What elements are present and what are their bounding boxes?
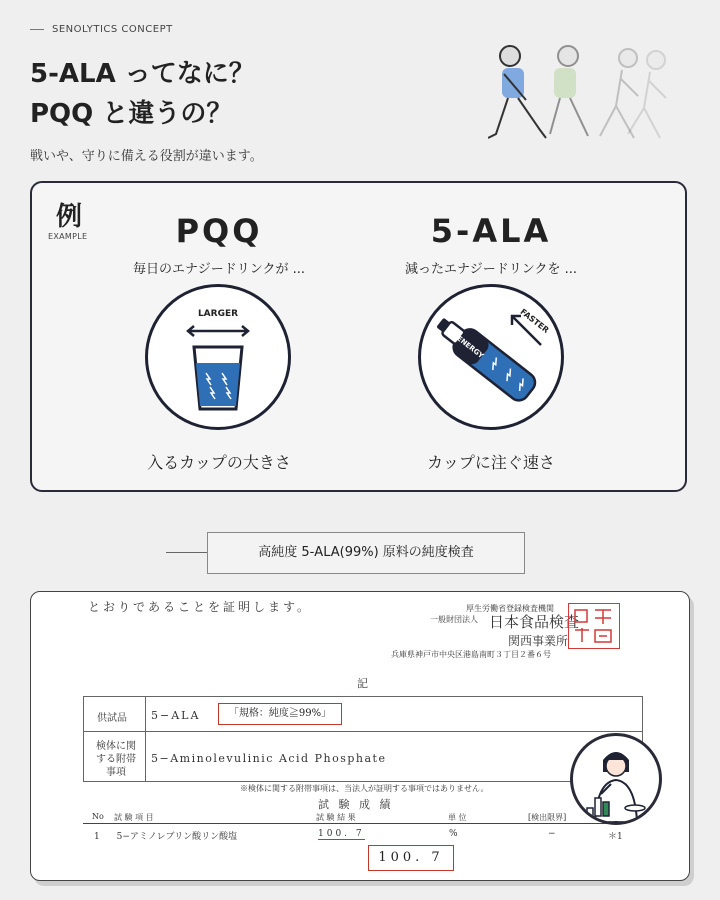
cert-note: ※検体に関する附帯事項は、当法人が証明する事項ではありません。 bbox=[240, 784, 489, 793]
col-result: 試 験 結 果 bbox=[316, 813, 356, 822]
example-label: EXAMPLE bbox=[48, 232, 88, 241]
faster-text: FASTER bbox=[518, 307, 551, 335]
seal-icon bbox=[569, 604, 618, 647]
results-divider bbox=[83, 823, 623, 824]
sample-label: 供試品 bbox=[97, 713, 127, 724]
cert-org-line1: 厚生労働省登録検査機関 bbox=[466, 604, 554, 613]
attach-value: 5−Aminolevulinic Acid Phosphate bbox=[151, 752, 387, 765]
cert-ki: 記 bbox=[357, 677, 368, 690]
ala-title: 5-ALA bbox=[430, 212, 552, 250]
sample-value: 5−ALA bbox=[151, 709, 201, 722]
row-item-name: 5−アミノレブリン酸リン酸塩 bbox=[116, 832, 238, 842]
example-kanji: 例 bbox=[56, 202, 83, 232]
col-no: No bbox=[92, 812, 104, 821]
row-value: 100. 7 bbox=[318, 829, 365, 839]
pill-divider bbox=[166, 552, 207, 553]
col-item: 試 験 項 目 bbox=[114, 813, 154, 822]
spec-badge: 「規格：純度≧99%」 bbox=[218, 703, 342, 725]
energy-text: ENERGY bbox=[455, 334, 485, 361]
row-unit: % bbox=[449, 829, 458, 839]
scientist-icon bbox=[573, 736, 659, 822]
scientist-illustration bbox=[570, 733, 662, 825]
cert-org-line2: 一般財団法人 bbox=[430, 615, 478, 624]
ala-subtitle: 減ったエナジードリンクを ... bbox=[404, 262, 577, 277]
cert-intro: とおりであることを証明します。 bbox=[88, 600, 313, 614]
red-seal-stamp bbox=[568, 603, 620, 649]
concept-label: SENOLYTICS CONCEPT bbox=[30, 24, 173, 35]
highlight-value: 100. 7 bbox=[368, 845, 454, 871]
col-unit: 単 位 bbox=[448, 813, 467, 822]
purity-label: 高純度 5-ALA(99%) 原料の純度検査 bbox=[207, 532, 525, 574]
page-title bbox=[30, 54, 255, 134]
pqq-subtitle: 毎日のエナジードリンクが ... bbox=[132, 262, 305, 277]
title-line-2: PQQ と違うの？ bbox=[30, 99, 233, 129]
pqq-caption: 入るカップの大きさ bbox=[147, 453, 291, 472]
bottle-illustration bbox=[418, 284, 564, 430]
cert-branch: 関西事業所 bbox=[508, 634, 569, 648]
page-subtitle: 戦いや、守りに備える役割が違います。 bbox=[30, 149, 263, 164]
cert-table-divider bbox=[145, 696, 146, 782]
row-item bbox=[94, 829, 237, 842]
pqq-title: PQQ bbox=[175, 212, 263, 250]
walking-figures-icon bbox=[488, 38, 688, 150]
cup-icon bbox=[148, 287, 288, 427]
row-dash: − bbox=[548, 829, 556, 839]
ala-caption: カップに注ぐ速さ bbox=[427, 453, 555, 472]
results-title: 試 験 成 績 bbox=[318, 798, 394, 811]
cup-illustration bbox=[145, 284, 291, 430]
cert-address: 兵庫県神戸市中央区港島南町３丁目２番６号 bbox=[391, 650, 551, 659]
larger-text: LARGER bbox=[197, 309, 239, 319]
cert-org-name: 日本食品検査 bbox=[489, 613, 580, 631]
bottle-icon bbox=[421, 287, 561, 427]
attach-label: 検体に関する附帯事項 bbox=[96, 741, 136, 778]
row-no: 1 bbox=[94, 832, 100, 842]
title-line-1: 5-ALA ってなに？ bbox=[30, 59, 255, 89]
col-limit: [検出限界] bbox=[528, 813, 567, 822]
row-star: ＊1 bbox=[608, 832, 623, 842]
